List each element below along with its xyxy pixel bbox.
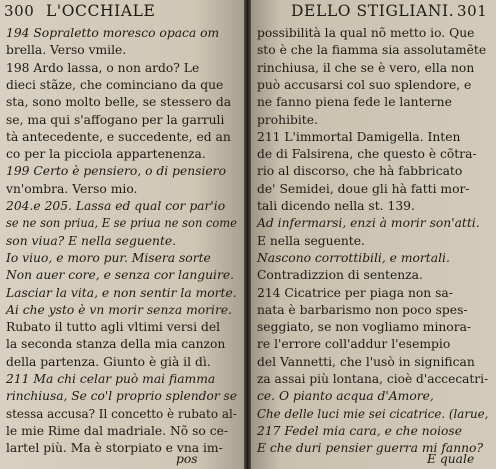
left-running-title: L'OCCHIALE: [46, 2, 156, 20]
text-line: Io viuo, e moro pur. Misera sorte: [6, 250, 211, 265]
right-page: [251, 0, 496, 469]
text-line: de' Semidei, doue gli hà fatti mor-: [257, 181, 470, 196]
text-line: 204.e 205. Lassa ed qual cor par'io: [6, 199, 226, 213]
text-line: sto è che la fiamma sia assolutamẽte: [257, 43, 487, 58]
right-catchword: E quale: [427, 452, 475, 466]
text-line: de di Falsirena, che questo è cõtra-: [257, 147, 477, 162]
text-line: stessa accusa? Il concetto è rubato al-: [6, 406, 237, 421]
text-line: vn'ombra. Verso mio.: [6, 181, 138, 196]
text-line: 199 Certo è pensiero, o di pensiero: [6, 164, 226, 179]
left-page: [0, 0, 244, 469]
text-line: Ad infermarsi, enzi à morir son'atti.: [257, 216, 480, 231]
text-line: tà antecedente, e succedente, ed an: [6, 129, 231, 144]
right-page-header: [251, 0, 496, 22]
text-line: 211 L'immortal Damigella. Inten: [257, 129, 461, 144]
text-line: 214 Cicatrice per piaga non sa-: [257, 285, 453, 300]
text-line: Non auer core, e senza cor languire.: [6, 268, 235, 283]
text-line: dieci stãze, che cominciano da que: [6, 77, 224, 92]
text-line: può accusarsi col suo splendore, e: [257, 77, 472, 92]
text-line: Lasciar la vita, e non sentir la morte.: [6, 285, 237, 300]
right-page-number: 301: [457, 2, 488, 20]
text-line: ne fanno piena fede le lanterne: [257, 95, 452, 110]
text-line: co per la picciola appartenenza.: [6, 147, 206, 162]
left-page-number: 300: [4, 2, 35, 20]
text-line: le mie Rime dal madriale. Nõ so ce-: [6, 423, 229, 438]
text-line: 198 Ardo lassa, o non ardo? Le: [6, 60, 200, 75]
text-line: Contradizzion di sentenza.: [257, 268, 423, 283]
text-line: nata è barbarismo non poco spes-: [257, 302, 468, 317]
text-line: del Vannetti, che l'usò in significan: [257, 354, 475, 369]
text-line: tali dicendo nella st. 139.: [257, 199, 415, 213]
text-line: 217 Fedel mia cara, e che noiose: [257, 423, 463, 438]
text-line: lartel più. Ma è storpiato e vna im-: [6, 441, 223, 456]
text-line: la seconda stanza della mia canzon: [6, 337, 226, 352]
right-running-title: DELLO STIGLIANI.: [291, 2, 455, 20]
text-line: se, ma qui s'affogano per la garruli: [6, 112, 225, 127]
text-line: E che duri pensier guerra mi fanno?: [257, 441, 484, 456]
text-line: rinchiusa, Se co'l proprio splendor se: [6, 389, 237, 404]
text-line: della partenza. Giunto è già il dì.: [6, 354, 211, 369]
text-line: Ai che ysto è vn morir senza morire.: [6, 302, 233, 317]
left-page-header: [0, 0, 244, 22]
text-line: prohibite.: [257, 112, 318, 127]
text-line: possibilità la qual nõ metto io. Que: [257, 26, 475, 40]
text-line: Rubato il tutto agli vltimi versi del: [6, 320, 221, 335]
text-line: seggiato, se non vogliamo minora-: [257, 320, 472, 335]
text-line: son viua? E nella seguente.: [6, 233, 177, 248]
text-line: brella. Verso vmile.: [6, 43, 127, 58]
text-line: 211 Ma chi celar può mai fiamma: [6, 372, 216, 386]
book-gutter: [244, 0, 251, 469]
text-line: ce. O pianto acqua d'Amore,: [257, 389, 434, 404]
text-line: Che delle luci mie sei cicatrice. (larue,: [257, 406, 489, 421]
text-line: rinchiusa, il che se è vero, ella non: [257, 60, 475, 75]
text-line: za assai più lontana, cioè d'accecatri-: [257, 372, 489, 386]
text-line: 194 Sopraletto moresco opaca om: [6, 26, 220, 40]
text-line: rio al discorso, che hà fabbricato: [257, 164, 463, 179]
text-line: se ne son priua, E se priua ne son come: [6, 216, 237, 231]
left-catchword: pos: [176, 452, 198, 466]
text-line: sta, sono molto belle, se stessero da: [6, 95, 232, 110]
text-line: re l'errore coll'addur l'esempio: [257, 337, 451, 352]
text-line: E nella seguente.: [257, 233, 365, 248]
text-line: Nascono corrottibili, e mortali.: [257, 250, 450, 265]
